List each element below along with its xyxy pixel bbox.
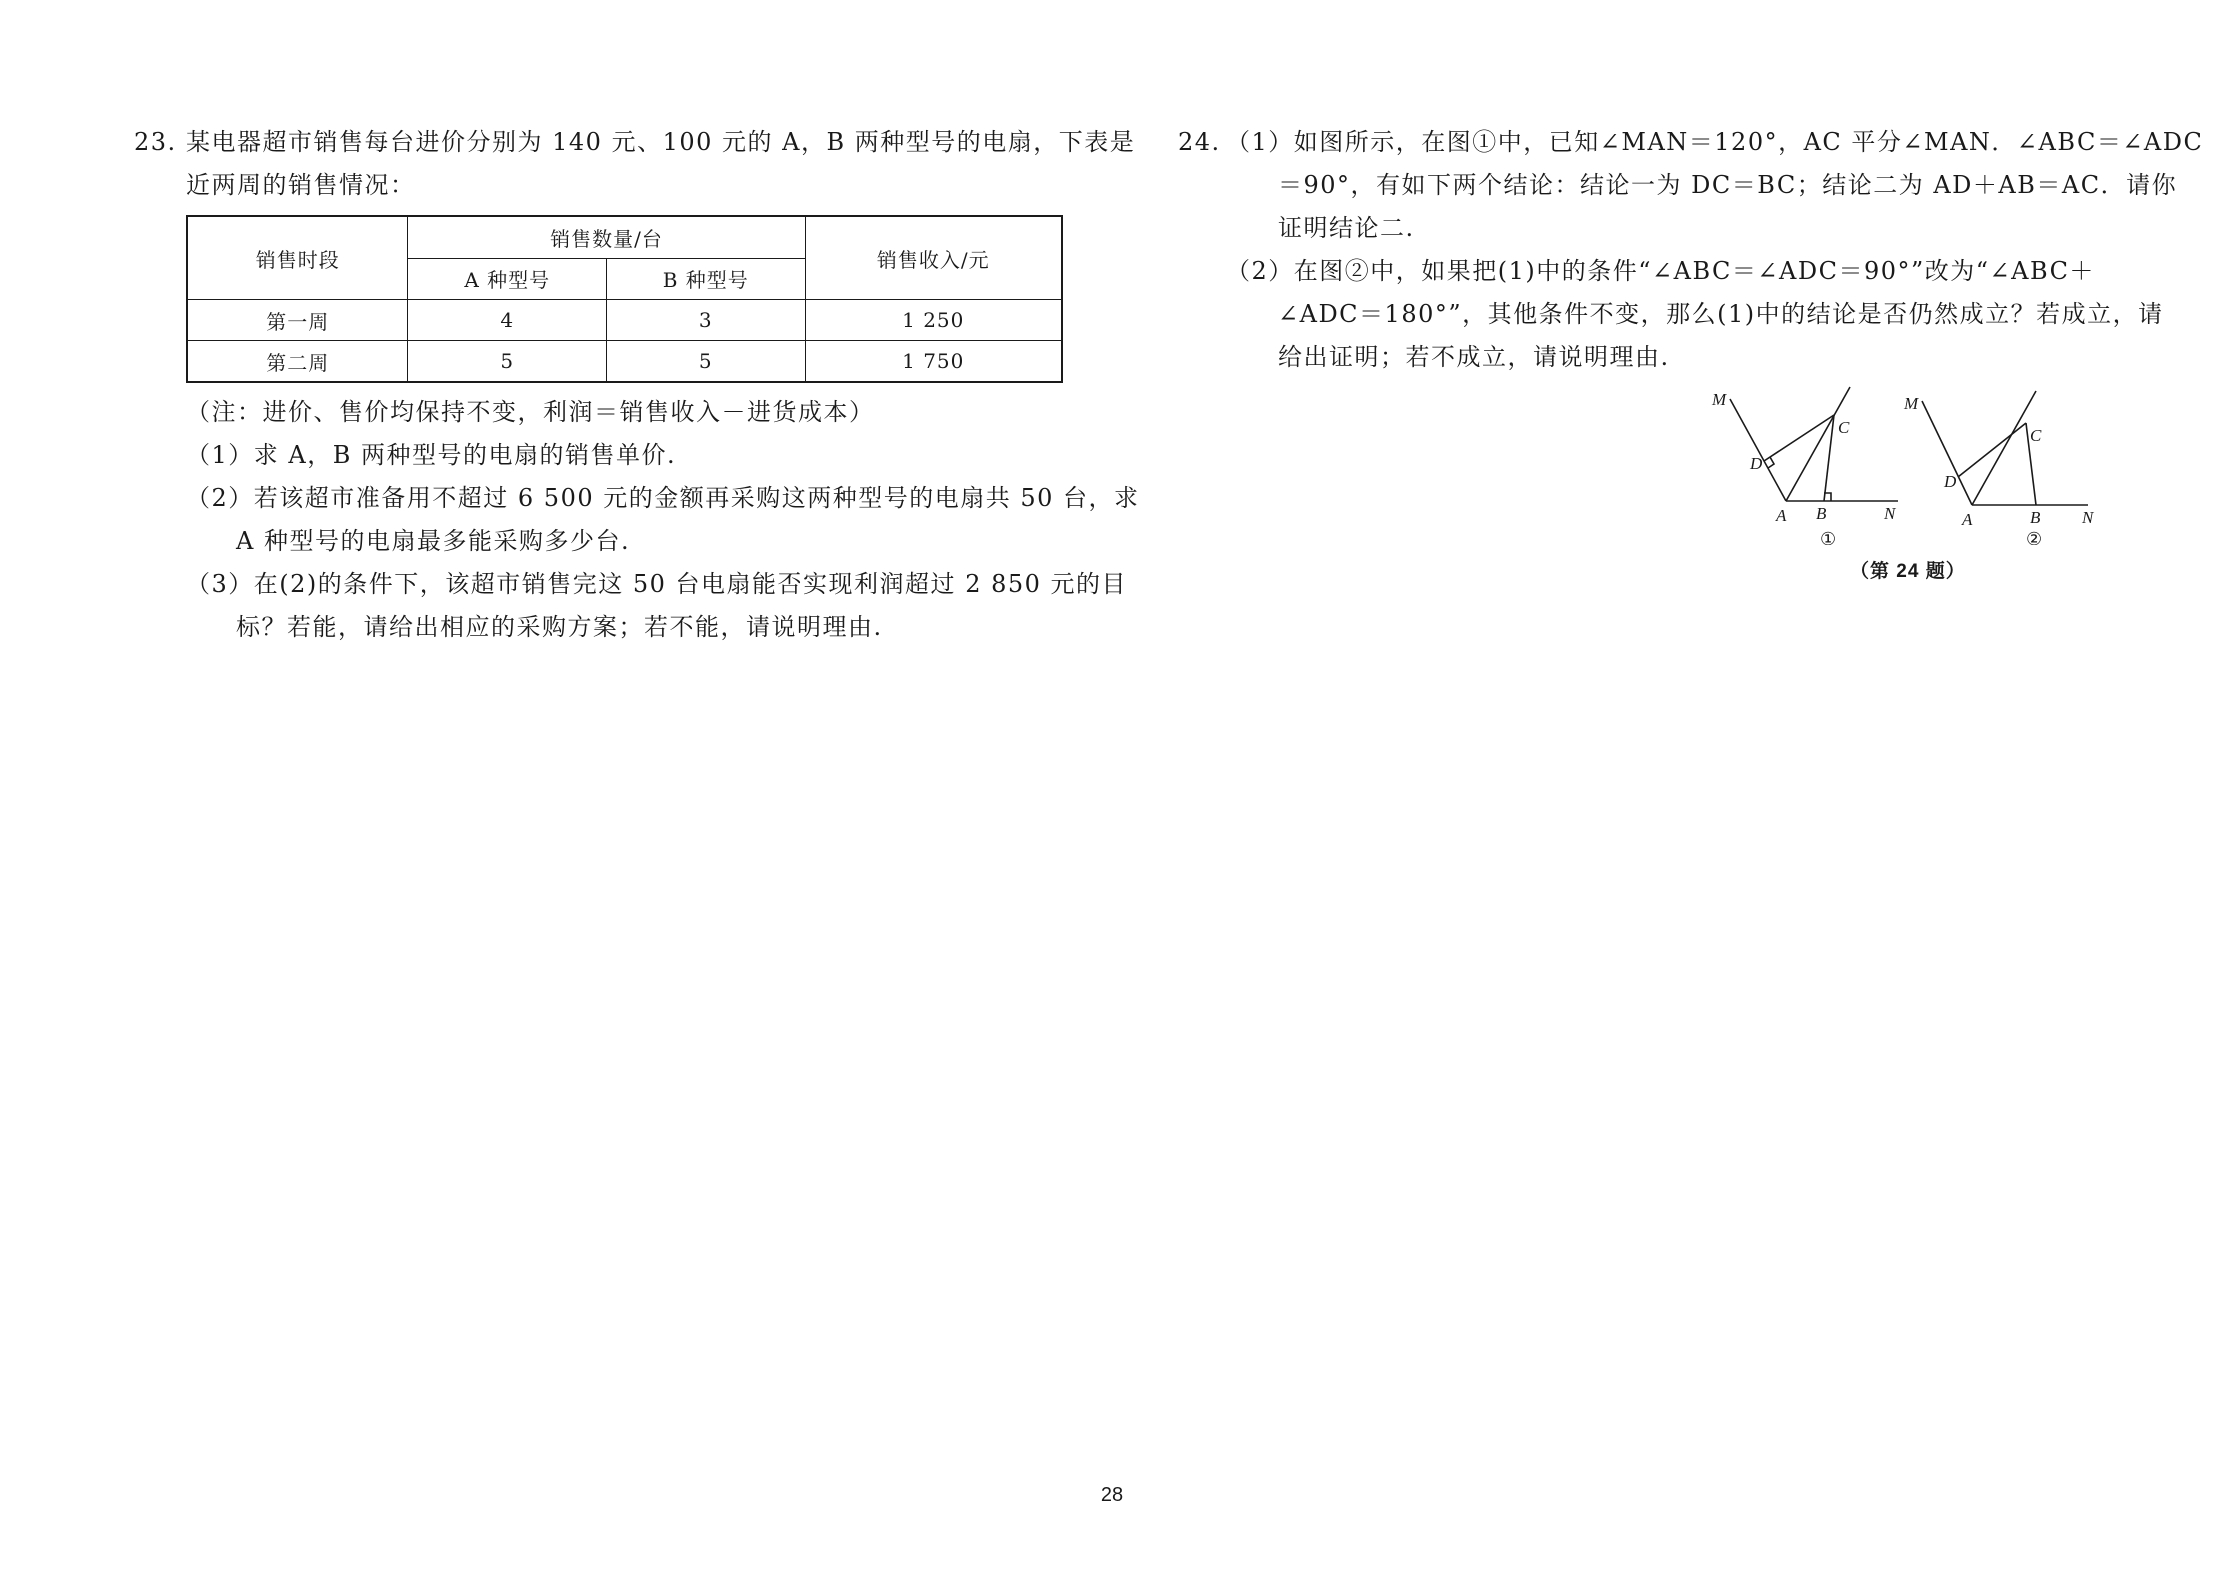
fig1-label-c: C: [1838, 418, 1850, 437]
cell-b: 5: [607, 341, 806, 383]
header-qty: 销售数量/台: [408, 216, 805, 258]
cell-period: 第一周: [187, 300, 408, 341]
figure-1: [1730, 387, 1898, 501]
header-a-type: A 种型号: [408, 258, 607, 300]
q23-part3-line2: 标？若能，请给出相应的采购方案；若不能，请说明理由.: [236, 613, 883, 641]
q23-part3-line1: （3）在(2)的条件下，该超市销售完这 50 台电扇能否实现利润超过 2 850 元的目: [186, 570, 1128, 598]
q23-number: 23.: [134, 128, 177, 156]
table-row: [187, 300, 1062, 341]
header-revenue: 销售收入/元: [805, 216, 1062, 300]
header-b-type: B 种型号: [607, 258, 806, 300]
cell-b: 3: [607, 300, 806, 341]
page-number: 28: [1100, 1484, 1124, 1506]
fig1-mark: ①: [1820, 529, 1837, 545]
header-period: 销售时段: [187, 216, 408, 300]
sales-table: [186, 215, 1063, 383]
table-row: [187, 341, 1062, 383]
fig1-label-b: B: [1816, 504, 1827, 523]
fig2-label-d: D: [1944, 472, 1957, 491]
q23-part2-line2: A 种型号的电扇最多能采购多少台.: [236, 527, 631, 555]
q23-note: （注：进价、售价均保持不变，利润＝销售收入－进货成本）: [186, 398, 875, 426]
fig2-label-n: N: [2082, 508, 2094, 527]
fig2-label-a: A: [1962, 510, 1973, 529]
q24-part2-line3: 给出证明；若不成立，请说明理由.: [1278, 343, 1670, 371]
q23-part2-line1: （2）若该超市准备用不超过 6 500 元的金额再采购这两种型号的电扇共 50 台，求: [186, 484, 1140, 512]
fig1-label-m: M: [1712, 390, 1727, 409]
cell-a: 5: [408, 341, 607, 383]
q24-part1-line1: （1）如图所示，在图①中，已知∠MAN＝120°，AC 平分∠MAN．∠ABC＝∠ADC: [1226, 128, 2204, 156]
q23-line2: 近两周的销售情况：: [186, 171, 416, 199]
fig1-label-d: D: [1750, 454, 1763, 473]
q23-line1: 某电器超市销售每台进价分别为 140 元、100 元的 A，B 两种型号的电扇，下表是: [186, 128, 1136, 156]
q24-part1-line2: ＝90°，有如下两个结论：结论一为 DC＝BC；结论二为 AD＋AB＝AC．请你: [1278, 171, 2178, 199]
fig2-label-m: M: [1904, 394, 1919, 413]
cell-period: 第二周: [187, 341, 408, 383]
cell-revenue: 1 250: [805, 300, 1062, 341]
fig1-label-n: N: [1884, 504, 1896, 523]
cell-revenue: 1 750: [805, 341, 1062, 383]
q24-number: 24.: [1178, 128, 1221, 156]
fig2-mark: ②: [2026, 529, 2043, 545]
fig1-label-a: A: [1776, 506, 1787, 525]
q24-part2-line2: ∠ADC＝180°”，其他条件不变，那么(1)中的结论是否仍然成立？若成立，请: [1278, 300, 2164, 328]
q24-part2-line1: （2）在图②中，如果把(1)中的条件“∠ABC＝∠ADC＝90°”改为“∠ABC＋: [1226, 257, 2095, 285]
fig2-label-b: B: [2030, 508, 2041, 527]
geometry-figure: [1700, 385, 2100, 545]
cell-a: 4: [408, 300, 607, 341]
q24-part1-line3: 证明结论二.: [1278, 214, 1415, 242]
q23-part1: （1）求 A，B 两种型号的电扇的销售单价.: [186, 441, 677, 469]
fig2-label-c: C: [2030, 426, 2042, 445]
figure-caption: （第 24 题）: [1850, 561, 1966, 582]
